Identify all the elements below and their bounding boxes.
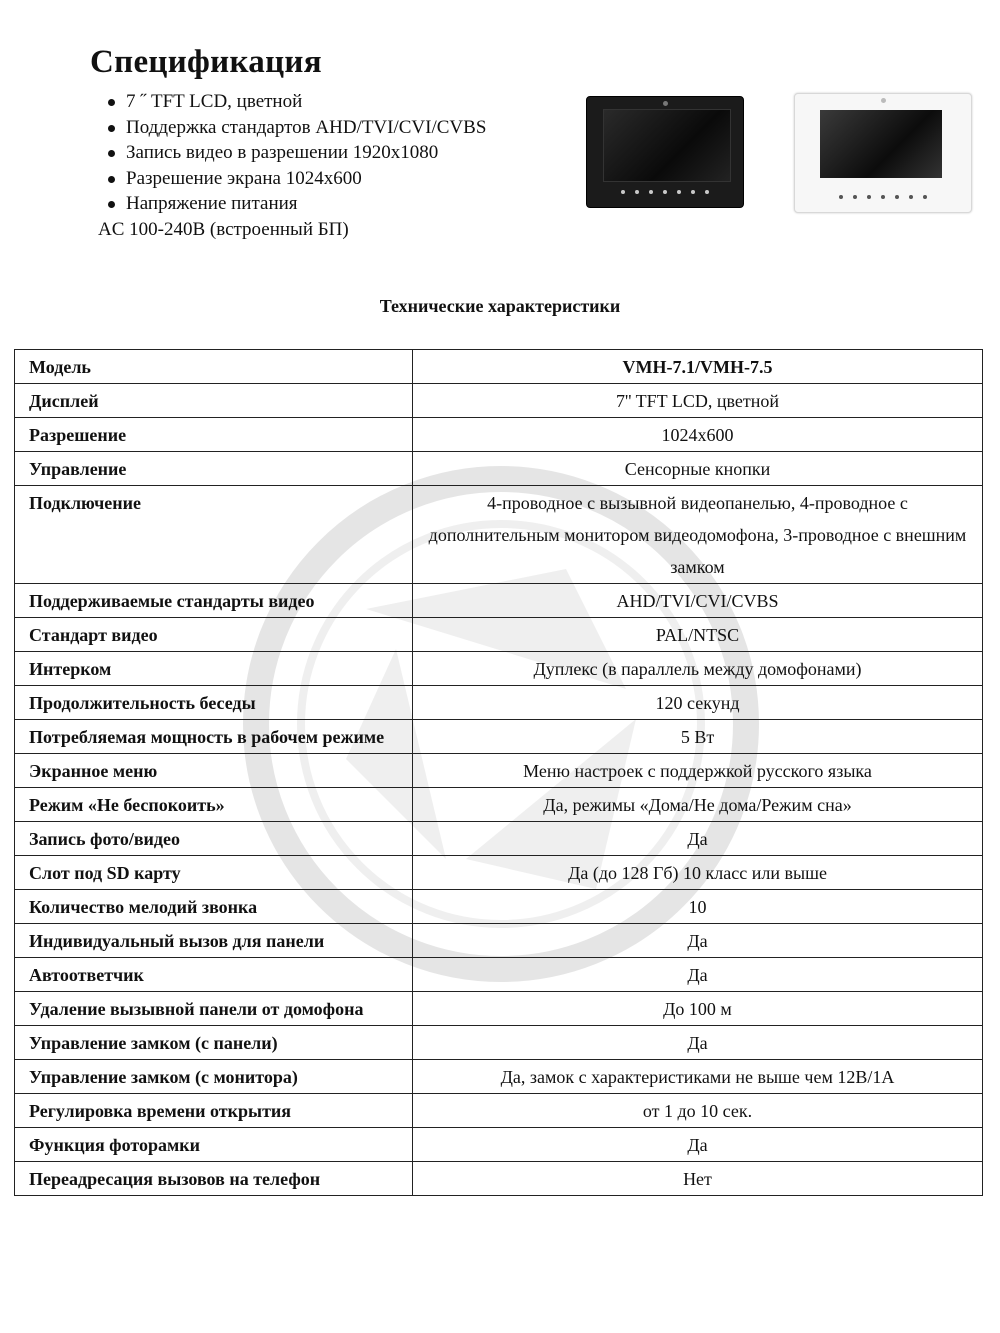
spec-value-cell: Сенсорные кнопки	[413, 452, 983, 486]
spec-name-cell: Дисплей	[15, 384, 413, 418]
spec-name-cell: Количество мелодий звонка	[15, 890, 413, 924]
spec-value-cell: 120 секунд	[413, 686, 983, 720]
spec-name-cell: Экранное меню	[15, 754, 413, 788]
spec-value-cell: 10	[413, 890, 983, 924]
spec-value-cell: До 100 м	[413, 992, 983, 1026]
feature-item: Напряжение питания	[106, 191, 486, 217]
spec-name-cell: Режим «Не беспокоить»	[15, 788, 413, 822]
table-row	[15, 486, 983, 584]
spec-name-cell: Слот под SD карту	[15, 856, 413, 890]
spec-name-cell: Подключение	[15, 486, 413, 584]
spec-value-cell: PAL/NTSC	[413, 618, 983, 652]
spec-table	[14, 349, 983, 1196]
spec-name-cell: Удаление вызывной панели от домофона	[15, 992, 413, 1026]
spec-value-cell: Да	[413, 822, 983, 856]
monitor-screen	[820, 110, 942, 178]
spec-name-cell: Управление замком (с монитора)	[15, 1060, 413, 1094]
spec-name-cell: Функция фоторамки	[15, 1128, 413, 1162]
table-row	[15, 822, 983, 856]
spec-value-cell: 5 Вт	[413, 720, 983, 754]
table-row	[15, 1128, 983, 1162]
product-image-black-monitor	[586, 96, 744, 208]
brand-logo-icon	[881, 98, 886, 103]
feature-item: Запись видео в разрешении 1920x1080	[106, 140, 486, 166]
table-row	[15, 754, 983, 788]
table-row	[15, 418, 983, 452]
spec-value-cell: Да, режимы «Дома/Не дома/Режим сна»	[413, 788, 983, 822]
spec-name-cell: Индивидуальный вызов для панели	[15, 924, 413, 958]
touch-buttons	[795, 195, 971, 199]
spec-value-cell: Да	[413, 958, 983, 992]
feature-item: Поддержка стандартов AHD/TVI/CVI/CVBS	[106, 115, 486, 141]
feature-continuation: AC 100-240В (встроенный БП)	[98, 218, 349, 240]
spec-value-cell: 1024x600	[413, 418, 983, 452]
spec-name-cell: Переадресация вызовов на телефон	[15, 1162, 413, 1196]
feature-item: Разрешение экрана 1024x600	[106, 166, 486, 192]
table-row	[15, 452, 983, 486]
spec-name-cell: Автоответчик	[15, 958, 413, 992]
table-row	[15, 350, 983, 384]
table-row	[15, 720, 983, 754]
spec-name-cell: Стандарт видео	[15, 618, 413, 652]
spec-value-cell: Да	[413, 924, 983, 958]
spec-value-cell: от 1 до 10 сек.	[413, 1094, 983, 1128]
table-row	[15, 958, 983, 992]
page-title: Спецификация	[90, 44, 322, 81]
table-row	[15, 618, 983, 652]
touch-buttons	[587, 190, 743, 194]
spec-name-cell: Продолжительность беседы	[15, 686, 413, 720]
feature-item: 7 ˝ TFT LCD, цветной	[106, 89, 486, 115]
feature-list	[98, 89, 487, 242]
spec-value-cell: Да	[413, 1026, 983, 1060]
spec-value-cell: Меню настроек с поддержкой русского языка	[413, 754, 983, 788]
table-row	[15, 992, 983, 1026]
monitor-screen	[603, 109, 731, 182]
spec-name-cell: Модель	[15, 350, 413, 384]
table-row	[15, 1026, 983, 1060]
table-row	[15, 1162, 983, 1196]
spec-value-cell: Нет	[413, 1162, 983, 1196]
spec-value-cell: VMH-7.1/VMH-7.5	[413, 350, 983, 384]
brand-logo-icon	[663, 101, 668, 106]
spec-name-cell: Запись фото/видео	[15, 822, 413, 856]
spec-name-cell: Поддерживаемые стандарты видео	[15, 584, 413, 618]
spec-value-cell: Да, замок с характеристиками не выше чем 12В/1А	[413, 1060, 983, 1094]
spec-value-cell: Дуплекс (в параллель между домофонами)	[413, 652, 983, 686]
spec-value-cell: Да	[413, 1128, 983, 1162]
spec-value-cell: AHD/TVI/CVI/CVBS	[413, 584, 983, 618]
table-row	[15, 384, 983, 418]
spec-name-cell: Разрешение	[15, 418, 413, 452]
spec-value-cell: 7'' TFT LCD, цветной	[413, 384, 983, 418]
table-row	[15, 1094, 983, 1128]
spec-name-cell: Потребляемая мощность в рабочем режиме	[15, 720, 413, 754]
table-row	[15, 584, 983, 618]
product-image-white-monitor	[794, 93, 972, 213]
table-row	[15, 924, 983, 958]
spec-name-cell: Управление замком (с панели)	[15, 1026, 413, 1060]
spec-name-cell: Интерком	[15, 652, 413, 686]
table-row	[15, 686, 983, 720]
spec-name-cell: Управление	[15, 452, 413, 486]
table-row	[15, 1060, 983, 1094]
table-row	[15, 788, 983, 822]
table-row	[15, 652, 983, 686]
table-caption: Технические характеристики	[379, 296, 621, 316]
spec-name-cell: Регулировка времени открытия	[15, 1094, 413, 1128]
spec-value-cell: 4-проводное с вызывной видеопанелью, 4-проводное с дополнительным монитором видеодомофона, 3-проводное с внешним замком	[413, 486, 983, 584]
table-row	[15, 890, 983, 924]
spec-value-cell: Да (до 128 Гб) 10 класс или выше	[413, 856, 983, 890]
table-row	[15, 856, 983, 890]
